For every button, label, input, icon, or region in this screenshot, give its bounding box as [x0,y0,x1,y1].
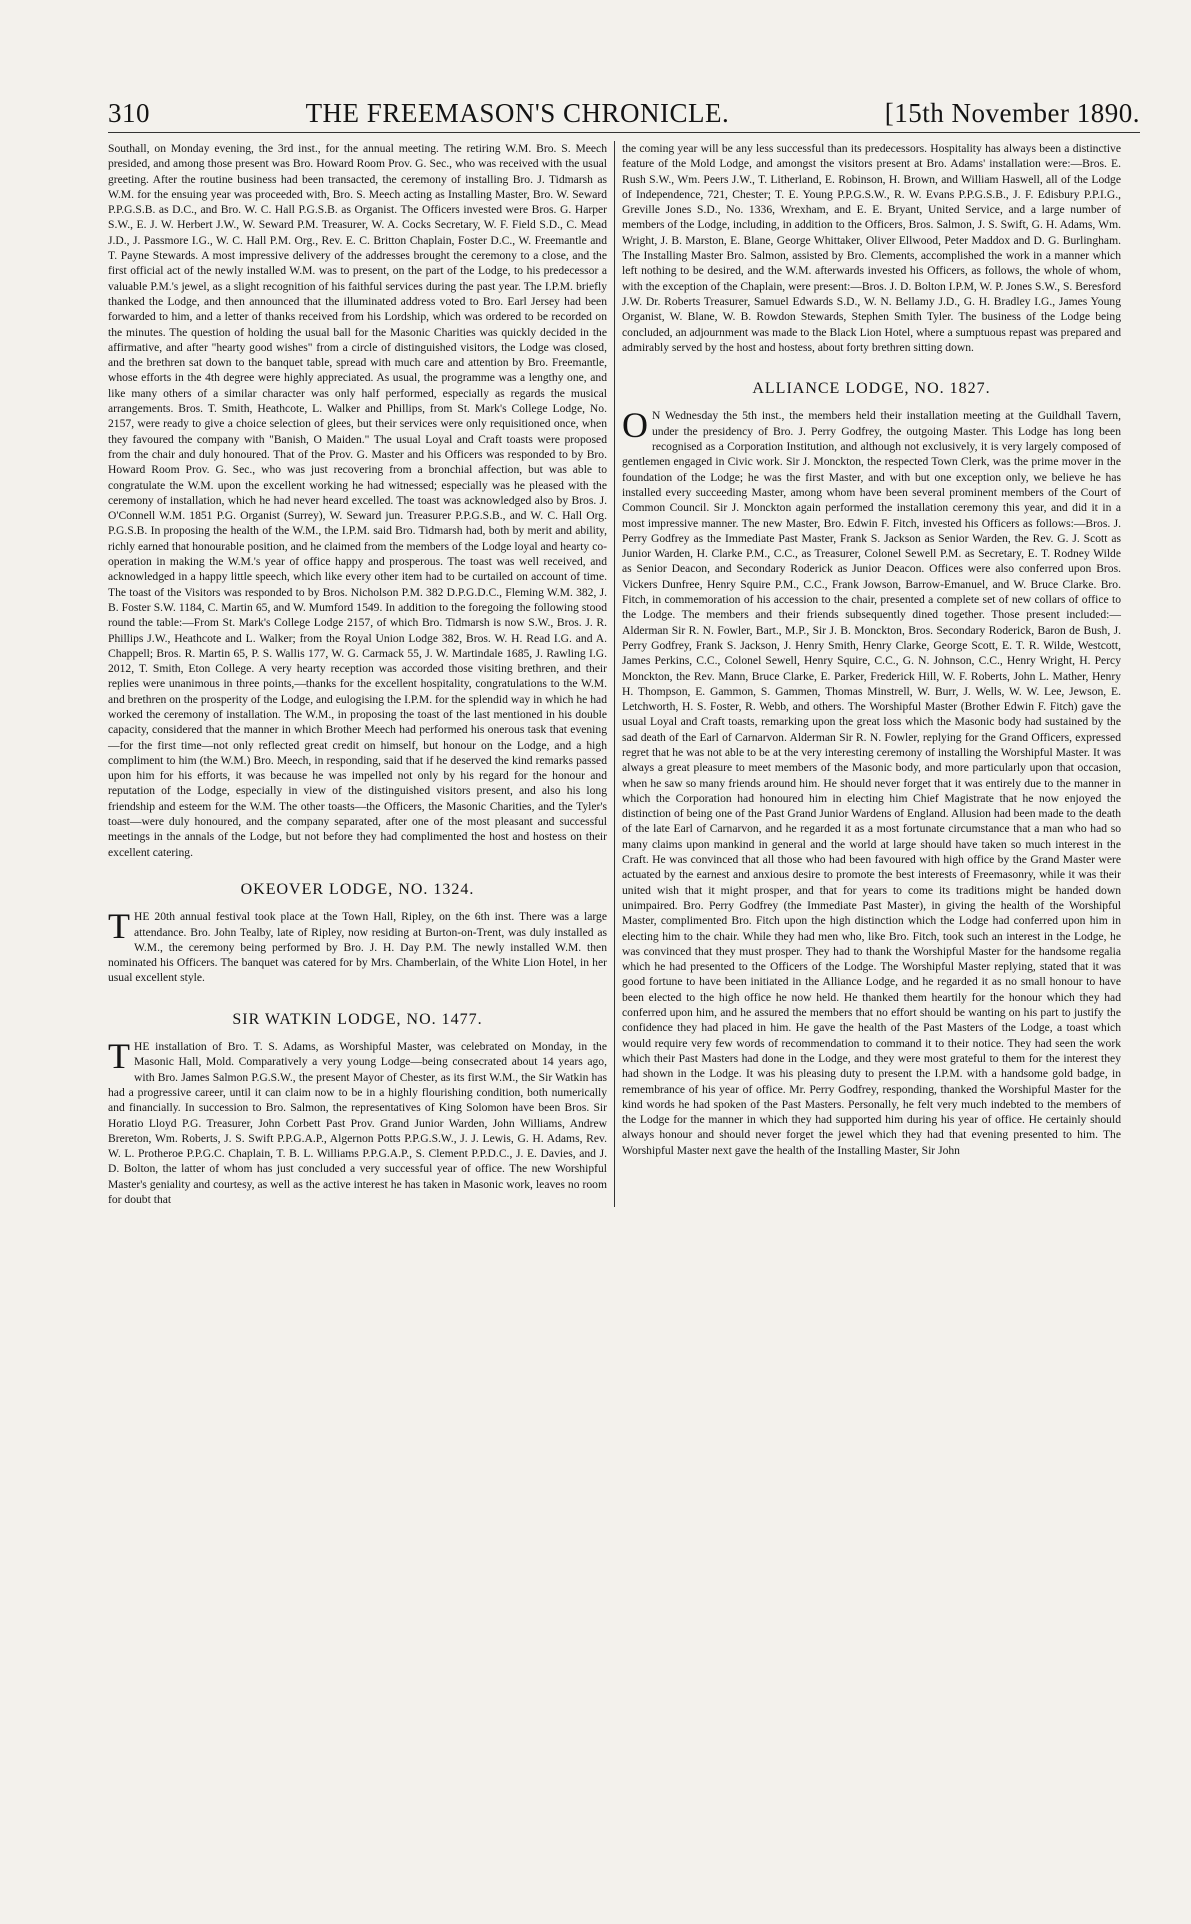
masthead [108,98,1140,133]
page-number: 310 [108,98,150,128]
right-column [615,141,1121,1207]
sir-watkin-lodge-text [108,1036,607,1207]
left-column [108,141,614,1207]
alliance-body: N Wednesday the 5th inst., the members held their installation meeting at the Guildhall Tavern, under the presidency of Bro. J. Perry Godfrey, the outgoing Master. This Lodge has long been recognised as a Corporation Institution, and although not exclusively, it is very largely composed of gentlemen engaged in Civic work. Sir J. Monckton, the respected Town Clerk, was the prime mover in the foundation of the Lodge; he was the first Master, and with but one exception only, we believe he has installed every succeeding Master, among whom have been several prominent members of the Court of Common Council. Sir J. Monckton again performed the installation ceremony this year, and did it in a most impressive manner. The new Master, Bro. Edwin F. Fitch, invested his Officers as follows:—Bros. J. Perry Godfrey as the Immediate Past Master, Frank S. Jackson as Senior Warden, the Rev. G. J. Scott as Junior Warden, H. Clarke P.M., C.C., as Treasurer, Colonel Sewell P.M. as Secretary, E. T. Rodney Wilde as Senior Deacon, and Secondary Roderick as Junior Deacon. Offices were also conferred upon Bros. Vickers Dunfree, Henry Squire P.M., C.C., Frank Jowson, Barrow-Emanuel, and W. Bruce Clarke. Bro. Fitch, in commemoration of his accession to the chair, presented a complete set of new collars of office to the Lodge. The members and their friends subsequently dined together. Those present included:—Alderman Sir R. N. Fowler, Bart., M.P., Sir J. B. Monckton, Bros. Secondary Roderick, Baron de Bush, J. Perry Godfrey, Frank S. Jackson, J. Henry Smith, Henry Clarke, George Scott, E. T. R. Wilde, Westcott, James Perkins, C.C., Colonel Sewell, Henry Squire, C.C., G. N. Johnson, C.C., Henry Wright, H. Percy Monckton, the Rev. Mann, Bruce Clarke, E. Parker, Frederick Hill, W. F. Roberts, John L. Mather, Henry H. Thompson, E. Gammon, S. Gammen, Thomas Minstrell, W. Burr, J. Wells, W. W. Lee, Jewson, E. Letchworth, H. S. Foster, R. Webb, and others. The Worshipful Master (Brother Edwin F. Fitch) gave the usual Loyal and Craft toasts, remarking upon the great loss which the Masonic body had sustained by the sad death of the Earl of Carnarvon. Alderman Sir R. N. Fowler, replying for the Grand Officers, expressed regret that he was not able to be at the very interesting ceremony of installing the Worshipful Master. It was always a great pleasure to meet members of the Masonic body, and more particularly upon that occasion, when he saw so many friends around him. He should never forget that it was entirely due to the manner in which the Corporation had honoured him in electing him Chief Magistrate that he now enjoyed the distinction of being one of the Past Grand Junior Wardens of England. Allusion had been made to the death of the late Earl of Carnarvon, and he regarded it as a most fortunate circumstance that a man who had so many claims upon mankind in general and the world at large should have taken so much interest in the Craft. He was convinced that all those who had been favoured with high office by the Grand Master were actuated by the earnest and anxious desire to promote the best interests of Freemasonry, while it was their united wish that it might prosper, and that for years to come its traditions might be handed down unimpaired. Bro. Perry Godfrey (the Immediate Past Master), in giving the health of the Worshipful Master, complimented Bro. Fitch upon the high distinction which the Lodge had conferred upon him in electing him to the chair. While they had men who, like Bro. Fitch, took such an interest in the Lodge, he was convinced that they must prosper. They had to thank the Worshipful Master for the handsome regalia which he had presented to the Officers of the Lodge. The Worshipful Master replying, stated that it was good fortune to have been initiated in the Alliance Lodge, and he regarded it as no small honour to have been elected to the high office he now held. He thanked them heartily for the honour which they had conferred upon him, and he assured the members that no effort should be wanting on his part to justify the confidence they had placed in him. He gave the health of the Past Masters of the Lodge, a toast which would require very few words of recommendation to command it to their notice. They had seen the work which their Past Masters had done in the Lodge, and they were most grateful to them for the interest they had shown in the Lodge. It was his pleasing duty to present the I.P.M. with a handsome gold badge, in remembrance of his year of office. Mr. Perry Godfrey, responding, thanked the Worshipful Master for the kind words he had spoken of the Past Masters. Personally, he felt very much indebted to the members of the Lodge for the manner in which they had supported him during his year of office. He certainly should always honour and should never forget the jewel which they had that evening presented to him. The Worshipful Master next gave the health of the Installing Master, Sir John [622,409,1121,1157]
watkin-body: HE installation of Bro. T. S. Adams, as Worshipful Master, was celebrated on Monday, in the Masonic Hall, Mold. Comparatively a very young Lodge—being consecrated about 14 years ago, with Bro. James Salmon P.G.S.W., the present Mayor of Chester, as its first W.M., the Sir Watkin has had a progressive career, until it can claim now to be in a highly flourishing condition, both numerically and financially. In succession to Bro. Salmon, the representatives of King Solomon have been Bros. Sir Horatio Lloyd P.G. Treasurer, John Corbett Past Prov. Grand Junior Warden, John Williams, Andrew Brereton, Wm. Roberts, J. S. Swift P.P.G.A.P., Algernon Potts P.P.G.S.W., J. J. Lewis, G. H. Adams, Rev. W. L. Protheroe P.P.G.C. Chaplain, T. B. L. Williams P.P.G.A.P., S. Clement P.P.D.C., J. E. Davies, and J. D. Bolton, the latter of whom has just concluded a very successful year of office. The new Worshipful Master's geniality and courtesy, as well as the active interest he has taken in Masonic work, leaves no room for doubt that [108,1040,607,1206]
watkin-drop-cap: T [108,1036,130,1077]
sir-watkin-continued-text: the coming year will be any less successful than its predecessors. Hospitality has always been a distinctive feature of the Mold Lodge, and amongst the visitors present at Bro. Adams' installation were:—Bros. E. Rush S.W., Wm. Peers J.W., T. Litherland, E. Robinson, H. Brown, and William Haswell, all of the Lodge of Independence, 721, Chester; T. E. Young P.P.G.S.W., R. W. Evans P.P.G.S.B., J. F. Edisbury P.P.I.G., Greville Jones S.D., No. 1336, Wrexham, and E. E. Bryant, United Service, and a large number of members of the Lodge, including, in addition to the Officers, Bros. Salmon, J. S. Swift, G. H. Adams, Wm. Wright, J. B. Marston, E. Blane, George Whittaker, Oliver Ellwood, Peter Maddox and D. G. Burlingham. The Installing Master Bro. Salmon, assisted by Bro. Clements, accomplished the work in a manner which left nothing to be desired, and the W.M. afterwards invested his Officers, as follows, the whole of whom, with the exception of the Chaplain, were present:—Bros. J. D. Bolton I.P.M, W. P. Jones S.W., S. Beresford J.W. Dr. Roberts Treasurer, Samuel Edwards S.D., W. N. Bellamy J.D., G. H. Bradley I.G., James Young Organist, W. Blane, W. B. Rowdon Stewards, Stephen Smith Tyler. The business of the Lodge being concluded, an adjournment was made to the Black Lion Hotel, where a sumptuous repast was prepared and admirably served by the host and hostess, about forty brethren sitting down. [622,142,1121,354]
sir-watkin-lodge-heading: SIR WATKIN LODGE, NO. 1477. [232,1010,483,1028]
alliance-lodge-heading: ALLIANCE LODGE, NO. 1827. [752,380,991,398]
okeover-drop-cap: T [108,906,130,947]
southall-report-text: Southall, on Monday evening, the 3rd inst., for the annual meeting. The retiring W.M. Bro. S. Meech presided, and among those present was Bro. Howard Room Prov. G. Sec., who was received with the usual greeting. After the routine business had been transacted, the ceremony of installing Bro. J. Tidmarsh as W.M. for the ensuing year was proceeded with, Bro. S. Meech acting as Installing Master, Bro. W. Seward P.P.G.S.B. as D.C., and Bro. W. C. Hall P.G.S.B. as Organist. The Officers invested were Bros. G. Harper S.W., E. J. W. Herbert J.W., W. Seward P.M. Treasurer, W. A. Cocks Secretary, W. F. Field S.D., C. Mead J.D., J. Passmore I.G., W. C. Hall P.M. Org., Rev. E. C. Britton Chaplain, Foster D.C., W. Freemantle and T. Payne Stewards. A most impressive delivery of the addresses brought the ceremony to a close, and the first official act of the newly installed W.M. was to present, on the part of the Lodge, to his predecessor a valuable P.M.'s jewel, as a slight recognition of his faithful services during the past year. The I.P.M. briefly thanked the Lodge, and then announced that the illuminated address voted to Bro. Earl Jersey had been forwarded to him, and a letter of thanks received from his Lordship, which was ordered to be recorded on the minutes. The question of holding the usual ball for the Masonic Charities was quickly decided in the affirmative, and after "hearty good wishes" from a circle of distinguished visitors, the Lodge was closed, and the brethren sat down to the banquet table, spread with much care and attention by Bro. Freemantle, whose efforts in the 4th degree were highly appreciated. As usual, the programme was a lengthy one, and like many others of a similar character was only half performed, especially as regards the musical arrangements. Bros. T. Smith, Heathcote, L. Walker and Phillips, from St. Mark's College Lodge, No. 2157, were ready to give a choice selection of glees, but their services were only requisitioned once, when they favoured the company with "Banish, O Maiden." The usual Loyal and Craft toasts were proposed from the chair and duly honoured. That of the Prov. G. Master and his Officers was responded to by Bro. Howard Room Prov. G. Sec., who was just recovering from a bronchial affection, but was able to congratulate the W.M. upon the excellent working he had witnessed; especially was he pleased with the ceremony of installation, which he had never heard excelled. The toast was acknowledged also by Bros. J. O'Connell W.M. 1851 P.G. Organist (Surrey), W. Seward jun. Treasurer P.P.G.S.B., and W. C. Hall Org. P.G.S.B. In proposing the health of the W.M., the I.P.M. said Bro. Tidmarsh had, both by merit and ability, richly earned that honourable position, and he claimed from the members of the Lodge loyal and hearty co-operation in making the W.M.'s year of office happy and prosperous. The toast was well received, and acknowledged in a happy little speech, which like every other item had to be curtailed on account of time. The toast of the Visitors was responded to by Bros. Nicholson P.M. 382 D.P.G.D.C., Fleming W.M. 382, J. B. Foster S.W. 1184, C. Martin 65, and W. Mumford 1549. In addition to the foregoing the following stood round the table:—From St. Mark's College Lodge 2157, of which Bro. Tidmarsh is now S.W., Bros. J. R. Phillips J.W., Heathcote and L. Walker; from the Royal Union Lodge 382, Bros. W. H. Read I.G. and A. Chappell; Bros. R. Martin 65, P. S. Wallis 177, W. G. Carmack 55, J. W. Martindale 1685, J. Rawling I.G. 2012, T. Smith, Eton College. A very hearty reception was accorded those visiting brethren, and their replies were unanimous in three points,—thanks for the excellent hospitality, congratulations to the W.M. and brethren on the prosperity of the Lodge, and eulogising the I.P.M. for the splendid way in which he had worked the ceremony of installation. The W.M., in proposing the toast of the last mentioned in his double capacity, considered that the manner in which Brother Meech had performed his onerous task that evening—for the first time—not only reflected great credit on himself, but honour on the Lodge, and a high compliment to him (the W.M.) Bro. Meech, in responding, said that if he deserved the kind remarks passed upon him for his efforts, it was because he was impelled not only by his regard for the honour and reputation of the Lodge, especially in view of the distinguished visitors present, and also his long friendship and esteem for the W.M. The other toasts—the Officers, the Masonic Charities, and the Tyler's toast—were duly honoured, and the company separated, after one of the most pleasant and successful meetings in the annals of the Lodge, but not before they had complimented the host and hostess on their excellent catering. [108,142,607,859]
issue-date: [15th November 1890. [884,98,1140,128]
okeover-body: HE 20th annual festival took place at the Town Hall, Ripley, on the 6th inst. There was a large attendance. Bro. John Tealby, late of Ripley, now residing at Burton-on-Trent, was duly installed as W.M., the ceremony being performed by Bro. J. H. Day P.M. The newly installed W.M. then nominated his Officers. The banquet was catered for by Mrs. Chamberlain, of the White Lion Hotel, in her usual excellent style. [108,910,607,985]
alliance-drop-cap: O [622,405,648,446]
article-columns [108,141,1140,1207]
okeover-lodge-text [108,906,607,985]
okeover-lodge-heading: OKEOVER LODGE, NO. 1324. [240,880,475,898]
alliance-lodge-text [622,405,1121,1158]
publication-title: THE FREEMASON'S CHRONICLE. [305,98,730,128]
